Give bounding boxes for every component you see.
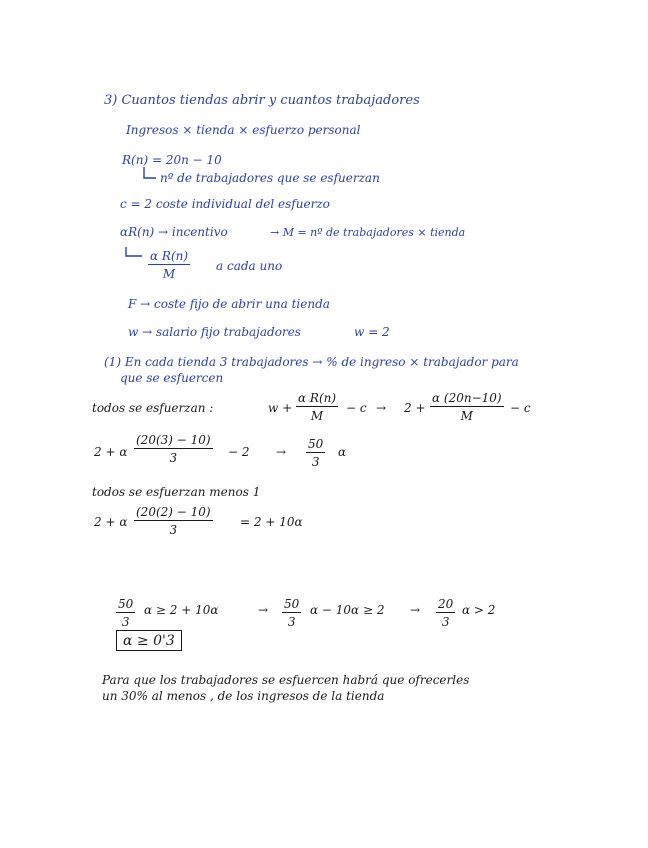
eq2-result-num: 50 [308,437,324,451]
share-fraction-den: M [162,267,176,281]
hook-arrow-icon [142,166,158,184]
all-effort-frac-1-den: M [310,409,324,423]
eq2-arrow: → [276,445,287,459]
eq2-fraction-num: (20(3) − 10) [136,433,211,447]
wage-value: w = 2 [354,325,390,339]
ineq-frac-2-num: 50 [284,597,300,611]
hook-arrow-icon-2 [124,246,144,264]
all-effort-frac-2-den: M [460,409,473,423]
all-effort-w: w + [268,401,293,415]
question-1-line-2: que se esfuercen [120,371,224,385]
all-effort-minus-c: − c [346,401,367,415]
eq2-prefix: 2 + α [94,445,128,459]
cost-line: c = 2 coste individual del esfuerzo [120,197,330,211]
incentive-line: αR(n) → incentivo [120,225,228,239]
ineq-arrow-2: → [410,603,421,617]
conclusion-line-2: un 30% al menos , de los ingresos de la tienda [102,689,385,703]
eq2-result-den: 3 [311,455,320,469]
eq3-prefix: 2 + α [94,515,128,529]
eq3-fraction [134,506,213,536]
all-effort-frac-1 [296,392,338,422]
revenue-formula: R(n) = 20n − 10 [122,153,222,167]
question-1-line-1: (1) En cada tienda 3 trabajadores → % de ingreso × trabajador para [104,355,519,369]
each-suffix: a cada uno [216,259,283,273]
ineq-frac-3-num: 20 [438,597,454,611]
all-effort-2plus: 2 + [404,401,426,415]
ineq-frac-1 [116,598,135,628]
share-fraction [148,250,190,280]
ineq-frac-3 [436,598,455,628]
revenue-note: nº de trabajadores que se esfuerzan [160,171,380,185]
ineq-part-1: α ≥ 2 + 10α [144,603,219,617]
ingresos-line: Ingresos × tienda × esfuerzo personal [126,123,361,137]
eq3-fraction-num: (20(2) − 10) [136,505,211,519]
all-effort-minus-c-2: − c [510,401,531,415]
eq2-minus: − 2 [228,445,250,459]
ineq-frac-2-den: 3 [287,615,296,629]
eq3-result: = 2 + 10α [240,515,303,529]
all-effort-frac-2-num: α (20n−10) [432,391,502,405]
ineq-part-2: α − 10α ≥ 2 [310,603,385,617]
all-effort-arrow: → [376,401,387,415]
fixed-cost-line: F → coste fijo de abrir una tienda [128,297,330,311]
ineq-frac-2 [282,598,301,628]
all-but-one-label: todos se esfuerzan menos 1 [92,485,261,499]
share-fraction-num: α R(n) [150,249,189,263]
all-effort-label: todos se esfuerzan : [92,401,214,415]
ineq-arrow-1: → [258,603,269,617]
all-effort-frac-2 [430,392,504,422]
workers-per-store-line: → M = nº de trabajadores × tienda [270,226,466,239]
heading-line: 3) Cuantos tiendas abrir y cuantos trabajadores [104,93,420,108]
ineq-frac-1-num: 50 [118,597,134,611]
ineq-frac-1-den: 3 [121,615,130,629]
eq3-fraction-den: 3 [169,523,178,537]
wage-line: w → salario fijo trabajadores [128,325,301,339]
ineq-part-3: α > 2 [462,603,496,617]
conclusion-line-1: Para que los trabajadores se esfuercen habrá que ofrecerles [102,673,470,687]
all-effort-frac-1-num: α R(n) [298,391,337,405]
eq2-result-fraction [306,438,325,468]
eq2-fraction [134,434,213,464]
eq2-alpha: α [338,445,347,459]
eq2-fraction-den: 3 [169,451,178,465]
ineq-frac-3-den: 3 [441,615,450,629]
boxed-result: α ≥ 0'3 [116,630,182,651]
